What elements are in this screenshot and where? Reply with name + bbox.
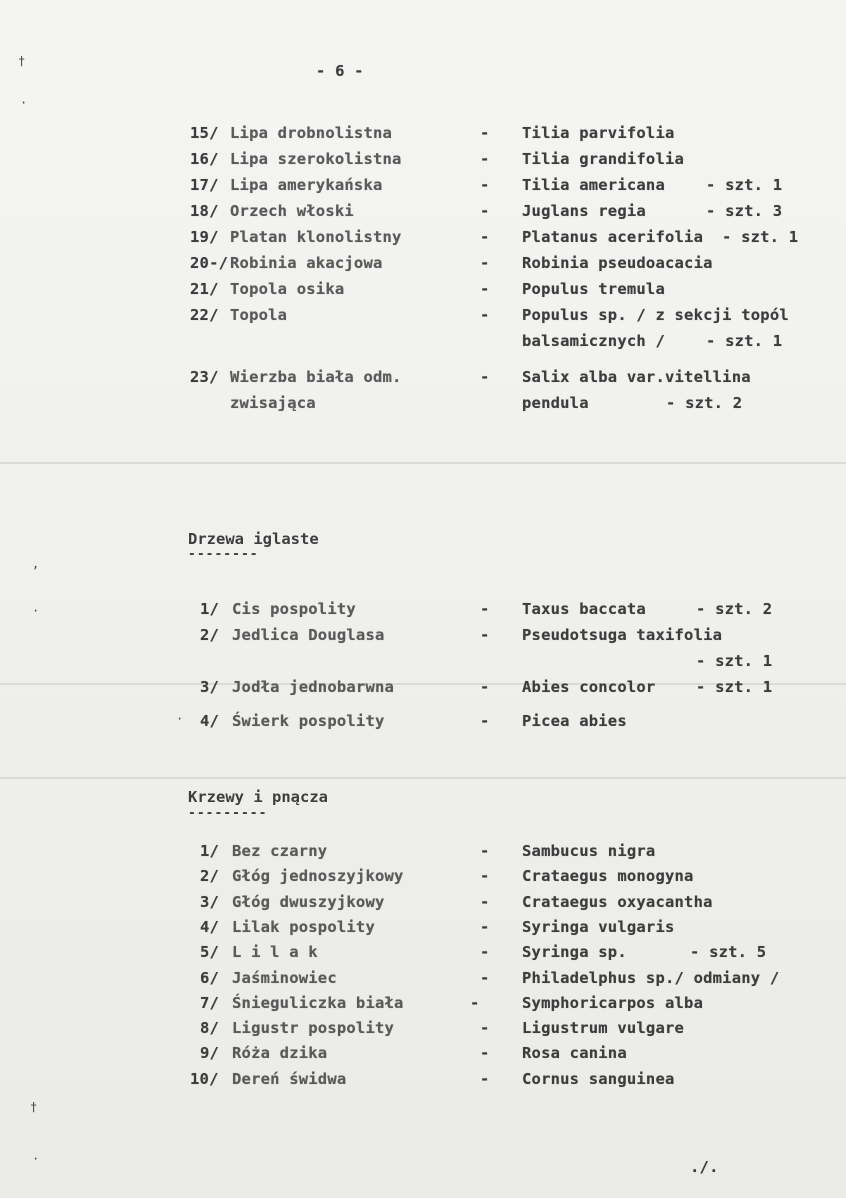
polish-name: Lipa drobnolistna <box>230 124 393 142</box>
conifers-heading: Drzewa iglaste <box>188 530 319 548</box>
item-number: 3/ <box>200 893 220 911</box>
latin-name: Tilia grandifolia <box>522 150 685 168</box>
latin-name-cont: balsamicznych / <box>522 332 665 350</box>
separator-dash: - <box>480 1044 490 1062</box>
latin-name: Abies concolor <box>522 678 656 696</box>
item-number: 2/ <box>200 626 220 644</box>
item-number: 4/ <box>200 918 220 936</box>
paper-fold-line <box>0 777 846 779</box>
separator-dash: - <box>480 254 490 272</box>
item-number: 21/ <box>190 280 219 298</box>
continuation-mark: ./. <box>690 1158 719 1176</box>
punch-mark: · <box>176 712 184 726</box>
polish-name: Lilak pospolity <box>232 918 375 936</box>
polish-name: Orzech włoski <box>230 202 354 220</box>
latin-name: Platanus acerifolia <box>522 228 704 246</box>
latin-name: Ligustrum vulgare <box>522 1019 685 1037</box>
separator-dash: - <box>480 306 490 324</box>
polish-name: Świerk pospolity <box>232 712 385 730</box>
punch-mark: · <box>32 604 40 618</box>
latin-name: Philadelphus sp./ odmiany / <box>522 969 780 987</box>
item-number: 10/ <box>190 1070 219 1088</box>
polish-name: Cis pospolity <box>232 600 356 618</box>
separator-dash: - <box>480 280 490 298</box>
separator-dash: - <box>480 1019 490 1037</box>
item-number: 8/ <box>200 1019 220 1037</box>
item-number: 19/ <box>190 228 219 246</box>
item-number: 22/ <box>190 306 219 324</box>
polish-name: Lipa szerokolistna <box>230 150 402 168</box>
item-number: 1/ <box>200 842 220 860</box>
punch-mark: † <box>18 54 26 68</box>
latin-name: Populus sp. / z sekcji topól <box>522 306 789 324</box>
quantity: - szt. 1 <box>696 678 773 696</box>
latin-name: Picea abies <box>522 712 627 730</box>
polish-name: Ligustr pospolity <box>232 1019 395 1037</box>
polish-name: Wierzba biała odm. <box>230 368 402 386</box>
item-number: 20-/ <box>190 254 229 272</box>
quantity: - szt. 5 <box>690 943 767 961</box>
punch-mark: † <box>30 1100 38 1114</box>
latin-name: Tilia parvifolia <box>522 124 675 142</box>
item-number: 16/ <box>190 150 219 168</box>
latin-name: Syringa sp. <box>522 943 627 961</box>
item-number: 18/ <box>190 202 219 220</box>
page-number: - 6 - <box>316 62 364 80</box>
polish-name: Róża dzika <box>232 1044 328 1062</box>
separator-dash: - <box>480 124 490 142</box>
polish-name-cont: zwisająca <box>230 394 316 412</box>
quantity: - szt. 1 <box>706 176 783 194</box>
item-number: 2/ <box>200 867 220 885</box>
polish-name: Topola <box>230 306 288 324</box>
latin-name: Juglans regia <box>522 202 646 220</box>
polish-name: Głóg dwuszyjkowy <box>232 893 385 911</box>
latin-name: Robinia pseudoacacia <box>522 254 713 272</box>
quantity: - szt. 2 <box>696 600 773 618</box>
quantity: - szt. 1 <box>722 228 799 246</box>
separator-dash: - <box>480 626 490 644</box>
latin-name: Symphoricarpos alba <box>522 994 704 1012</box>
latin-name: Syringa vulgaris <box>522 918 675 936</box>
latin-name: Populus tremula <box>522 280 665 298</box>
separator-dash: - <box>480 1070 490 1088</box>
quantity: - szt. 3 <box>706 202 783 220</box>
polish-name: Jodła jednobarwna <box>232 678 395 696</box>
separator-dash: - <box>480 867 490 885</box>
latin-name: Taxus baccata <box>522 600 646 618</box>
paper-fold-line <box>0 462 846 464</box>
punch-mark: · <box>32 1152 40 1166</box>
latin-name-cont: pendula <box>522 394 589 412</box>
separator-dash: - <box>480 969 490 987</box>
separator-dash: - <box>480 600 490 618</box>
item-number: 9/ <box>200 1044 220 1062</box>
separator-dash: - <box>470 994 480 1012</box>
item-number: 15/ <box>190 124 219 142</box>
separator-dash: - <box>480 678 490 696</box>
conifers-heading-underline: -------- <box>188 547 259 562</box>
shrubs-heading-underline: --------- <box>188 806 268 821</box>
latin-name: Crataegus monogyna <box>522 867 694 885</box>
quantity: - szt. 1 <box>706 332 783 350</box>
separator-dash: - <box>480 842 490 860</box>
quantity: - szt. 1 <box>696 652 773 670</box>
polish-name: Topola osika <box>230 280 345 298</box>
item-number: 7/ <box>200 994 220 1012</box>
separator-dash: - <box>480 918 490 936</box>
polish-name: Platan klonolistny <box>230 228 402 246</box>
quantity: - szt. 2 <box>666 394 743 412</box>
separator-dash: - <box>480 943 490 961</box>
item-number: 17/ <box>190 176 219 194</box>
latin-name: Salix alba var.vitellina <box>522 368 751 386</box>
latin-name: Rosa canina <box>522 1044 627 1062</box>
item-number: 3/ <box>200 678 220 696</box>
latin-name: Sambucus nigra <box>522 842 656 860</box>
separator-dash: - <box>480 712 490 730</box>
item-number: 23/ <box>190 368 219 386</box>
separator-dash: - <box>480 202 490 220</box>
separator-dash: - <box>480 368 490 386</box>
item-number: 4/ <box>200 712 220 730</box>
item-number: 6/ <box>200 969 220 987</box>
separator-dash: - <box>480 176 490 194</box>
polish-name: Lipa amerykańska <box>230 176 383 194</box>
polish-name: Jaśminowiec <box>232 969 337 987</box>
item-number: 1/ <box>200 600 220 618</box>
separator-dash: - <box>480 150 490 168</box>
polish-name: Bez czarny <box>232 842 328 860</box>
separator-dash: - <box>480 893 490 911</box>
polish-name: Śnieguliczka biała <box>232 994 404 1012</box>
polish-name: Jedlica Douglasa <box>232 626 385 644</box>
latin-name: Pseudotsuga taxifolia <box>522 626 723 644</box>
polish-name: Głóg jednoszyjkowy <box>232 867 404 885</box>
latin-name: Crataegus oxyacantha <box>522 893 713 911</box>
polish-name: L i l a k <box>232 943 318 961</box>
item-number: 5/ <box>200 943 220 961</box>
punch-mark: · <box>20 96 28 110</box>
separator-dash: - <box>480 228 490 246</box>
shrubs-heading: Krzewy i pnącza <box>188 788 328 806</box>
latin-name: Tilia americana <box>522 176 665 194</box>
latin-name: Cornus sanguinea <box>522 1070 675 1088</box>
polish-name: Dereń świdwa <box>232 1070 347 1088</box>
punch-mark: , <box>32 557 40 571</box>
polish-name: Robinia akacjowa <box>230 254 383 272</box>
